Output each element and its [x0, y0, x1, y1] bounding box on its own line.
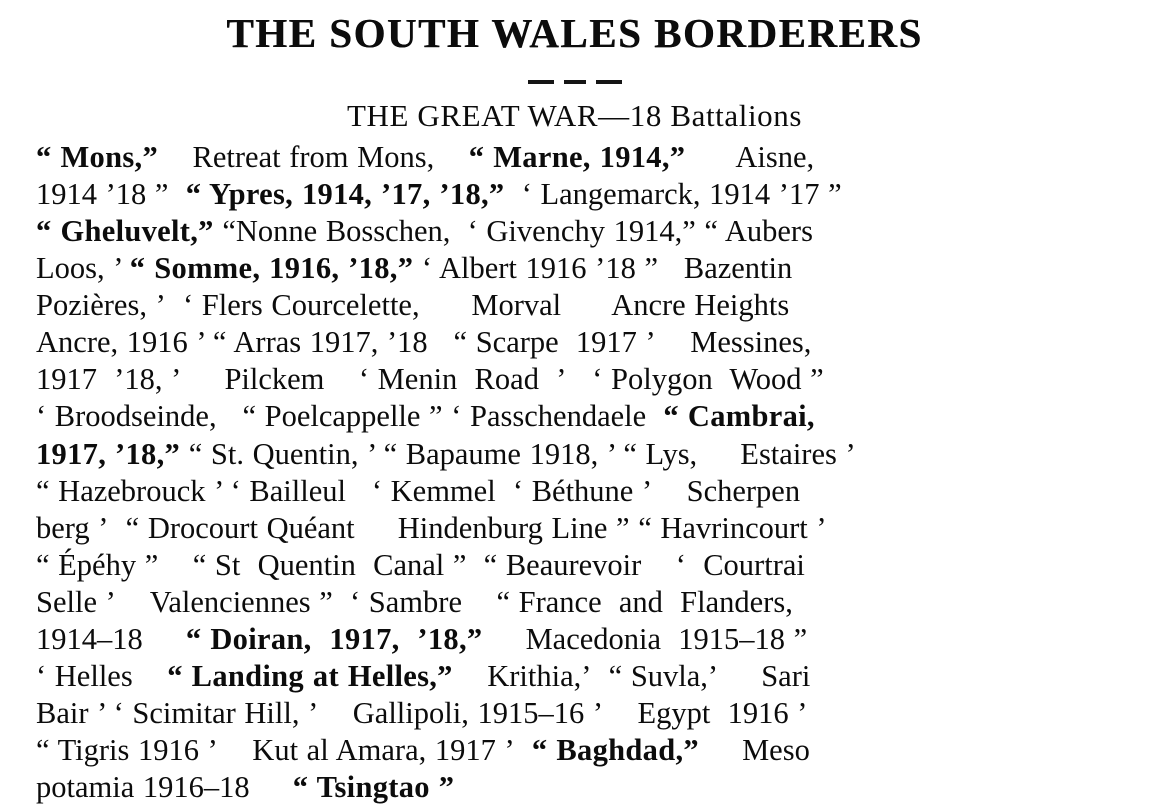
- rule-ornament-icon: [528, 80, 622, 84]
- honour-line: Selle ’ Valenciennes ” ‘ Sambre “ France and Flanders,: [36, 584, 793, 619]
- honour-line: potamia 1916–18 “ Tsingtao ”: [36, 769, 455, 804]
- page-title: THE SOUTH WALES BORDERERS: [226, 10, 923, 56]
- honour-line: Pozières, ’ ‘ Flers Courcelette, Morval Ancre Heights: [36, 288, 790, 323]
- subtitle: THE GREAT WAR—18 Battalions: [346, 98, 803, 134]
- honour-line: berg ’ “ Drocourt Quéant Hindenburg Line ” “ Havrincourt ’: [36, 510, 827, 545]
- honour-line: “ Tigris 1916 ’ Kut al Amara, 1917 ’ “ Baghdad,” Meso: [36, 732, 810, 767]
- honour-line: Ancre, 1916 ’ “ Arras 1917, ’18 “ Scarpe 1917 ’ Messines,: [36, 325, 812, 360]
- divider: [34, 71, 1115, 89]
- honour-line: 1914 ’18 ” “ Ypres, 1914, ’17, ’18,” ‘ Langemarck, 1914 ’17 ”: [36, 177, 842, 212]
- honour-line: “ Gheluvelt,” “Nonne Bosschen, ‘ Givenchy 1914,” “ Aubers: [36, 214, 813, 249]
- honour-line: “ Hazebrouck ’ ‘ Bailleul ‘ Kemmel ‘ Béthune ’ Scherpen: [36, 473, 801, 508]
- honour-line: ‘ Broodseinde, “ Poelcappelle ” ‘ Passchendaele “ Cambrai,: [36, 399, 815, 434]
- honour-line: 1917 ’18, ’ Pilckem ‘ Menin Road ’ ‘ Polygon Wood ”: [36, 362, 824, 397]
- honour-line: 1914–18 “ Doiran, 1917, ’18,” Macedonia 1915–18 ”: [36, 621, 808, 656]
- honour-line: “ Mons,” Retreat from Mons, “ Marne, 1914,” Aisne,: [36, 140, 815, 175]
- honour-line: 1917, ’18,” “ St. Quentin, ’ “ Bapaume 1918, ’ “ Lys, Estaires ’: [36, 436, 856, 471]
- battle-honours-block: [34, 141, 1115, 804]
- honour-line: Loos, ’ “ Somme, 1916, ’18,” ‘ Albert 1916 ’18 ” Bazentin: [36, 251, 793, 286]
- honour-line: ‘ Helles “ Landing at Helles,” Krithia,’ “ Suvla,’ Sari: [36, 658, 811, 693]
- honour-line: Bair ’ ‘ Scimitar Hill, ’ Gallipoli, 1915–16 ’ Egypt 1916 ’: [36, 695, 808, 730]
- honour-line: “ Épéhy ” “ St Quentin Canal ” “ Beaurevoir ‘ Courtrai: [36, 547, 805, 582]
